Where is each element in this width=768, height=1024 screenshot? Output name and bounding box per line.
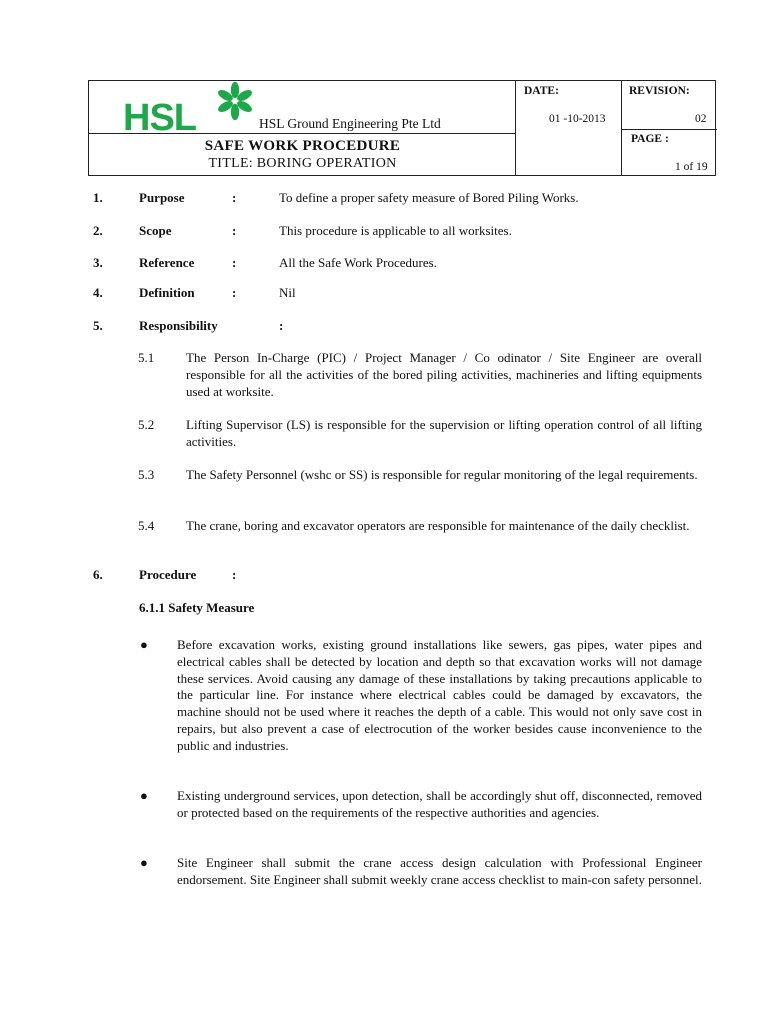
section-text: All the Safe Work Procedures. xyxy=(279,255,437,270)
logo-flower-icon xyxy=(216,82,253,120)
bullet-icon: ● xyxy=(140,788,148,803)
bullet-icon: ● xyxy=(140,637,148,652)
bullet-item xyxy=(140,637,702,755)
section-name: Purpose xyxy=(139,190,185,205)
section-name: Reference xyxy=(139,255,195,270)
section-number: 4. xyxy=(93,285,103,300)
section-colon: : xyxy=(232,567,237,582)
section-name: Scope xyxy=(139,223,172,238)
bullet-item xyxy=(140,855,702,889)
item-number: 5.4 xyxy=(138,518,155,533)
section-colon: : xyxy=(279,318,284,333)
section-text: Nil xyxy=(279,285,296,300)
section-number: 2. xyxy=(93,223,103,238)
document-header xyxy=(88,80,716,176)
revision-label: REVISION: xyxy=(629,85,690,97)
document-title: TITLE: BORING OPERATION xyxy=(208,156,397,171)
date-value: 01 -10-2013 xyxy=(549,113,606,125)
item-text: The Person In-Charge (PIC) / Project Manager / Co odinator / Site Engineer are overall responsible for all the activities of the bored piling activities, machineries and lifting equipments used at worksite. xyxy=(186,350,702,399)
document-type: SAFE WORK PROCEDURE xyxy=(204,138,401,154)
section-number: 5. xyxy=(93,318,103,333)
bullet-text: Before excavation works, existing ground installations like sewers, gas pipes, water pipes and electrical cables shall be detected by location and depth so that excavation works will not damage these services. Avoid causing any damage of these installations by taking precautions applicable to the particular line. For instance where electrical cables could be damaged by excavators, the machine should not be used where it reaches the depth of a cable. This would not only save cost in repairs, but also prevent a case of electrocution of the worker besides cause inconvenience to the public and industries. xyxy=(177,637,702,753)
section-name: Procedure xyxy=(139,567,197,582)
section-text: This procedure is applicable to all worksites. xyxy=(279,223,512,238)
section-colon: : xyxy=(232,285,237,300)
section-colon: : xyxy=(232,255,237,270)
responsibility-item xyxy=(138,517,702,534)
section-colon: : xyxy=(232,223,237,238)
logo-text: HSL xyxy=(123,97,196,135)
company-name: HSL Ground Engineering Pte Ltd xyxy=(259,116,441,131)
subheading-safety-measure: 6.1.1 Safety Measure xyxy=(139,600,255,615)
date-label: DATE: xyxy=(524,85,559,97)
section-colon: : xyxy=(232,190,237,205)
hsl-logo xyxy=(123,81,263,135)
page-label: PAGE : xyxy=(631,133,669,145)
section-name: Definition xyxy=(139,285,195,300)
item-text: The crane, boring and excavator operators are responsible for maintenance of the daily checklist. xyxy=(186,518,690,533)
section-number: 3. xyxy=(93,255,103,270)
responsibility-item xyxy=(138,416,702,450)
bullet-icon: ● xyxy=(140,855,148,870)
header-divider xyxy=(621,129,717,130)
item-number: 5.2 xyxy=(138,417,155,432)
section-name: Responsibility xyxy=(139,318,218,333)
responsibility-item xyxy=(138,349,702,400)
section-number: 6. xyxy=(93,567,103,582)
revision-value: 02 xyxy=(695,113,707,125)
header-divider xyxy=(621,81,622,175)
item-number: 5.3 xyxy=(138,467,155,482)
item-text: Lifting Supervisor (LS) is responsible for the supervision or lifting operation control of all lifting activities. xyxy=(186,417,702,449)
item-text: The Safety Personnel (wshc or SS) is responsible for regular monitoring of the legal requirements. xyxy=(186,467,698,482)
item-number: 5.1 xyxy=(138,350,155,365)
section-number: 1. xyxy=(93,190,103,205)
section-text: To define a proper safety measure of Bored Piling Works. xyxy=(279,190,579,205)
bullet-item xyxy=(140,788,702,822)
bullet-text: Existing underground services, upon detection, shall be accordingly shut off, disconnected, removed or protected based on the requirements of the respective authorities and agencies. xyxy=(177,788,702,820)
page-value: 1 of 19 xyxy=(675,161,708,173)
responsibility-item xyxy=(138,466,702,483)
bullet-text: Site Engineer shall submit the crane access design calculation with Professional Engineer endorsement. Site Engineer shall submit weekly crane access checklist to main-con safety personnel. xyxy=(177,855,702,887)
